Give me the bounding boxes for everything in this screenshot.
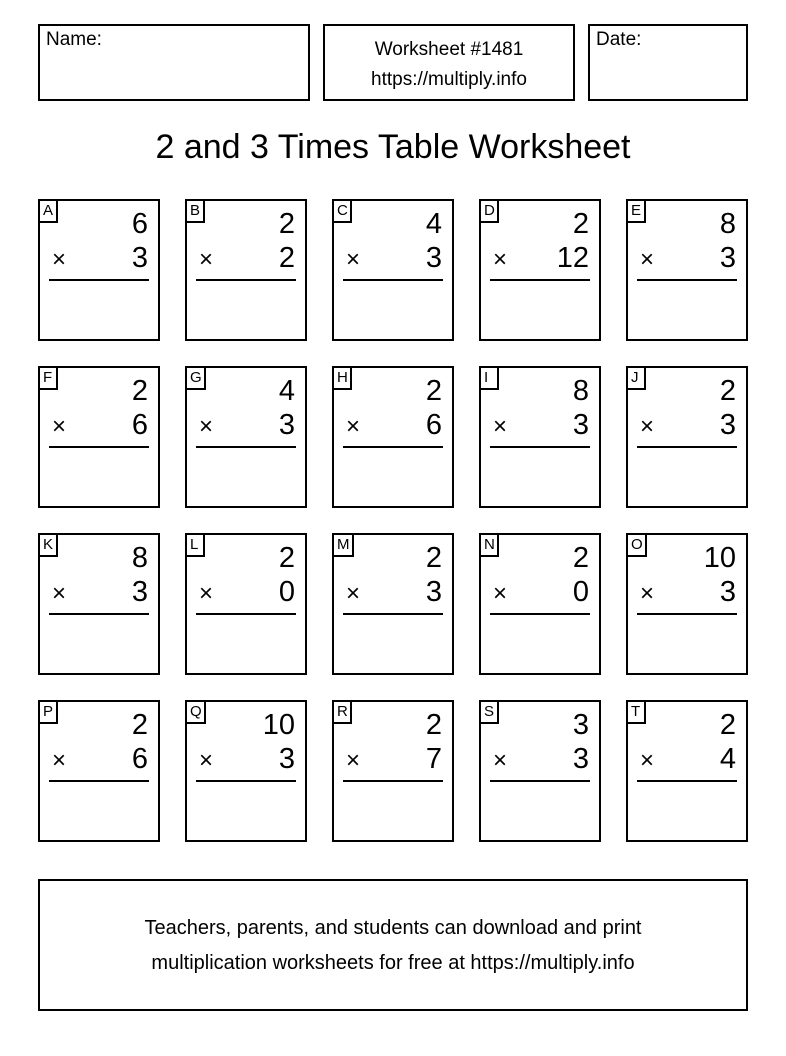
worksheet-number: Worksheet #1481: [374, 39, 524, 60]
problem-multiplicand: 8: [572, 375, 589, 407]
problem-multiplicand: 2: [131, 709, 148, 741]
worksheet-site-url: https://multiply.info: [371, 69, 527, 90]
name-label: Name:: [46, 29, 102, 50]
times-sign: ×: [640, 413, 655, 440]
problem-card: [38, 199, 160, 341]
problem-card: [479, 533, 601, 675]
problem-card: [185, 533, 307, 675]
answer-rule: [343, 279, 443, 281]
problem-multiplicand: 2: [278, 542, 295, 574]
problem-multiplicand: 6: [131, 208, 148, 240]
answer-rule: [343, 780, 443, 782]
problem-multiplicand: 10: [703, 542, 736, 574]
problem-multiplicand: 2: [572, 208, 589, 240]
problem-multiplicand: 2: [719, 375, 736, 407]
problem-letter: N: [481, 535, 499, 557]
problem-multiplicand: 2: [572, 542, 589, 574]
problem-card: [185, 366, 307, 508]
problem-letter: I: [481, 368, 499, 390]
times-sign: ×: [493, 747, 508, 774]
times-sign: ×: [640, 747, 655, 774]
problem-multiplier: 3: [719, 242, 736, 274]
times-sign: ×: [52, 747, 67, 774]
problem-card: [38, 700, 160, 842]
times-sign: ×: [346, 580, 361, 607]
times-sign: ×: [493, 413, 508, 440]
problem-multiplicand: 2: [131, 375, 148, 407]
problem-letter: C: [334, 201, 352, 223]
problem-letter: O: [628, 535, 647, 557]
problem-card: [626, 366, 748, 508]
problem-multiplier: 3: [278, 409, 295, 441]
problem-multiplier: 4: [719, 743, 736, 775]
problem-card: [479, 366, 601, 508]
times-sign: ×: [346, 413, 361, 440]
problem-multiplicand: 2: [278, 208, 295, 240]
answer-rule: [490, 279, 590, 281]
problem-letter: G: [187, 368, 206, 390]
problem-letter: B: [187, 201, 205, 223]
problem-letter: M: [334, 535, 354, 557]
footer-box: [38, 879, 748, 1011]
problem-letter: D: [481, 201, 499, 223]
problem-letter: R: [334, 702, 352, 724]
answer-rule: [637, 446, 737, 448]
problem-card: [626, 533, 748, 675]
times-sign: ×: [199, 246, 214, 273]
problem-multiplier: 3: [719, 409, 736, 441]
times-sign: ×: [493, 246, 508, 273]
answer-rule: [637, 613, 737, 615]
problem-letter: Q: [187, 702, 206, 724]
problem-multiplier: 6: [425, 409, 442, 441]
problem-letter: A: [40, 201, 58, 223]
problem-letter: F: [40, 368, 58, 390]
date-label: Date:: [596, 29, 642, 50]
problem-multiplier: 6: [131, 743, 148, 775]
problem-multiplicand: 4: [278, 375, 295, 407]
problem-multiplicand: 2: [425, 375, 442, 407]
page-title: 2 and 3 Times Table Worksheet: [155, 128, 631, 166]
problem-letter: L: [187, 535, 205, 557]
answer-rule: [490, 780, 590, 782]
problem-card: [626, 199, 748, 341]
times-sign: ×: [52, 246, 67, 273]
problem-multiplicand: 8: [719, 208, 736, 240]
problem-multiplier: 3: [425, 242, 442, 274]
problem-card: [332, 700, 454, 842]
problem-card: [38, 533, 160, 675]
problem-multiplier: 3: [572, 409, 589, 441]
answer-rule: [637, 279, 737, 281]
problem-multiplier: 0: [572, 576, 589, 608]
problem-multiplier: 3: [131, 576, 148, 608]
answer-rule: [490, 613, 590, 615]
problem-letter: J: [628, 368, 646, 390]
problem-multiplier: 0: [278, 576, 295, 608]
times-sign: ×: [199, 747, 214, 774]
answer-rule: [49, 613, 149, 615]
problem-letter: P: [40, 702, 58, 724]
problem-card: [332, 199, 454, 341]
problem-letter: H: [334, 368, 352, 390]
answer-rule: [343, 613, 443, 615]
problem-multiplier: 3: [278, 743, 295, 775]
problem-multiplier: 2: [278, 242, 295, 274]
answer-rule: [196, 780, 296, 782]
problem-letter: S: [481, 702, 499, 724]
answer-rule: [196, 613, 296, 615]
times-sign: ×: [52, 580, 67, 607]
problem-card: [626, 700, 748, 842]
problem-multiplier: 7: [425, 743, 442, 775]
answer-rule: [49, 780, 149, 782]
problem-multiplicand: 10: [262, 709, 295, 741]
problem-letter: T: [628, 702, 646, 724]
times-sign: ×: [199, 580, 214, 607]
footer-line-1: Teachers, parents, and students can download and print: [144, 917, 642, 939]
problem-letter: E: [628, 201, 646, 223]
problem-multiplier: 3: [131, 242, 148, 274]
problem-card: [332, 366, 454, 508]
problem-letter: K: [40, 535, 58, 557]
times-sign: ×: [640, 580, 655, 607]
problem-multiplicand: 2: [425, 709, 442, 741]
answer-rule: [49, 279, 149, 281]
problem-multiplier: 3: [425, 576, 442, 608]
problem-multiplicand: 2: [425, 542, 442, 574]
problem-card: [479, 700, 601, 842]
problem-multiplicand: 8: [131, 542, 148, 574]
times-sign: ×: [493, 580, 508, 607]
answer-rule: [343, 446, 443, 448]
problem-multiplier: 3: [572, 743, 589, 775]
times-sign: ×: [346, 747, 361, 774]
problem-card: [332, 533, 454, 675]
problem-multiplier: 3: [719, 576, 736, 608]
footer-line-2: multiplication worksheets for free at https://multiply.info: [151, 952, 635, 974]
answer-rule: [49, 446, 149, 448]
problem-multiplicand: 4: [425, 208, 442, 240]
problem-card: [38, 366, 160, 508]
problem-multiplicand: 2: [719, 709, 736, 741]
times-sign: ×: [640, 246, 655, 273]
times-sign: ×: [199, 413, 214, 440]
problem-card: [185, 700, 307, 842]
problem-multiplier: 12: [556, 242, 589, 274]
answer-rule: [490, 446, 590, 448]
answer-rule: [637, 780, 737, 782]
problem-multiplier: 6: [131, 409, 148, 441]
times-sign: ×: [52, 413, 67, 440]
answer-rule: [196, 279, 296, 281]
problem-card: [185, 199, 307, 341]
problem-card: [479, 199, 601, 341]
answer-rule: [196, 446, 296, 448]
problem-multiplicand: 3: [572, 709, 589, 741]
times-sign: ×: [346, 246, 361, 273]
